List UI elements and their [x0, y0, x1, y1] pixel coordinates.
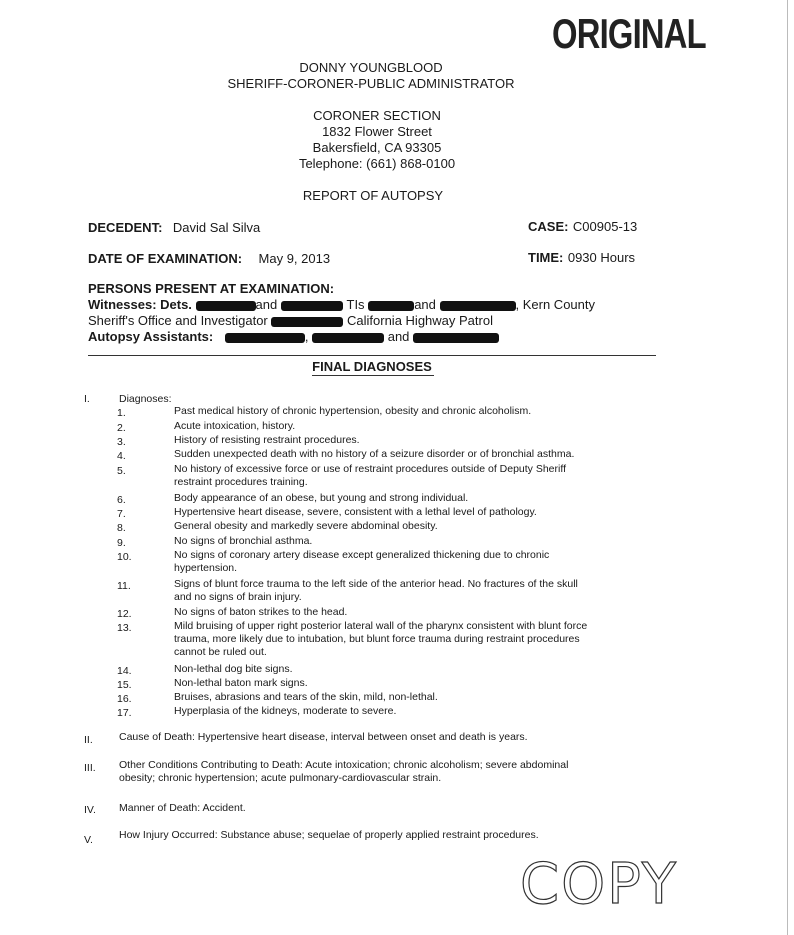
diagnosis-number: 5.	[117, 465, 126, 477]
investigator-label: Sheriff's Office and Investigator	[88, 313, 268, 328]
time-label: TIME:	[528, 250, 564, 265]
diagnosis-text: No signs of baton strikes to the head.	[174, 606, 348, 618]
diagnosis-text: Non-lethal baton mark signs.	[174, 677, 308, 689]
diagnosis-number: 1.	[117, 407, 126, 419]
sheriff-office: SHERIFF-CORONER-PUBLIC ADMINISTRATOR	[227, 76, 515, 91]
diagnosis-text: Past medical history of chronic hypertension, obesity and chronic alcoholism.	[174, 405, 532, 417]
case-number: C00905-13	[572, 219, 638, 234]
diagnosis-text: cannot be ruled out.	[174, 646, 267, 658]
diagnosis-text: Non-lethal dog bite signs.	[174, 663, 293, 675]
redaction	[413, 333, 499, 343]
other-conditions: Other Conditions Contributing to Death: Acute intoxication; chronic alcoholism; severe abdominal	[119, 759, 569, 771]
case-label: CASE:	[528, 219, 569, 234]
assistants-and: and	[387, 329, 410, 344]
assistants-comma: ,	[304, 329, 309, 344]
diagnosis-number: 9.	[117, 537, 126, 549]
other-conditions-2: obesity; chronic hypertension; acute pulmonary-cardiovascular strain.	[119, 772, 442, 784]
time-value: 0930 Hours	[567, 250, 636, 265]
witness-and: and	[255, 297, 278, 312]
decedent-value: David Sal Silva	[172, 220, 261, 235]
diagnosis-number: 16.	[117, 693, 132, 705]
redaction	[368, 301, 414, 311]
sheriff-office-line	[88, 313, 493, 328]
diagnosis-number: 6.	[117, 494, 126, 506]
coroner-section: CORONER SECTION	[313, 108, 441, 123]
diagnosis-number: 10.	[117, 551, 132, 563]
assistants-label: Autopsy Assistants:	[88, 329, 214, 344]
redaction	[225, 333, 305, 343]
telephone: Telephone: (661) 868-0100	[298, 156, 456, 171]
diagnosis-number: 11.	[117, 580, 131, 592]
copy-stamp: COPY	[520, 852, 678, 917]
diagnosis-number: 15.	[117, 679, 132, 691]
report-title: REPORT OF AUTOPSY	[302, 188, 444, 203]
cause-of-death: Cause of Death: Hypertensive heart disease, interval between onset and death is years.	[119, 731, 528, 743]
diagnosis-text: restraint procedures training.	[174, 476, 308, 488]
final-diagnoses-underline	[312, 375, 434, 376]
witness-line	[88, 297, 595, 313]
diagnosis-number: 13.	[117, 622, 132, 634]
diagnosis-text: Acute intoxication, history.	[174, 420, 296, 432]
diagnosis-text: Bruises, abrasions and tears of the skin, mild, non-lethal.	[174, 691, 438, 703]
witness-and-2: and	[414, 297, 436, 312]
diagnosis-text: Hypertensive heart disease, severe, consistent with a lethal level of pathology.	[174, 506, 537, 518]
redaction	[271, 317, 343, 327]
diagnosis-number: 17.	[117, 707, 132, 719]
cause-roman: II.	[84, 734, 93, 746]
diagnosis-number: 7.	[117, 508, 126, 520]
how-roman: V.	[84, 834, 93, 846]
redaction	[440, 301, 516, 311]
how-injury-occurred: How Injury Occurred: Substance abuse; sequelae of properly applied restraint procedures.	[119, 829, 539, 841]
diagnosis-text: Body appearance of an obese, but young and strong individual.	[174, 492, 469, 504]
diagnosis-number: 3.	[117, 436, 126, 448]
manner-roman: IV.	[84, 804, 96, 816]
diagnosis-text: No history of excessive force or use of restraint procedures outside of Deputy Sheriff	[174, 463, 566, 475]
diagnosis-text: Hyperplasia of the kidneys, moderate to severe.	[174, 705, 397, 717]
kern-county: , Kern County	[515, 297, 596, 312]
diagnosis-text: Mild bruising of upper right posterior lateral wall of the pharynx consistent with blunt force	[174, 620, 588, 632]
redaction	[196, 301, 256, 311]
witness-label: Witnesses: Dets.	[88, 297, 192, 312]
date-value: May 9, 2013	[258, 251, 331, 266]
section-divider	[88, 355, 656, 356]
diag-label: Diagnoses:	[119, 393, 172, 405]
time-row	[528, 249, 635, 267]
diagnosis-text: and no signs of brain injury.	[174, 591, 302, 603]
diagnosis-text: No signs of coronary artery disease except generalized thickening due to chronic	[174, 549, 550, 561]
diagnosis-text: General obesity and markedly severe abdominal obesity.	[174, 520, 438, 532]
witness-tis: TIs	[346, 297, 365, 312]
diagnosis-text: No signs of bronchial asthma.	[174, 535, 313, 547]
address-city: Bakersfield, CA 93305	[312, 140, 442, 155]
original-stamp: ORIGINAL	[552, 10, 706, 57]
diagnosis-text: Sudden unexpected death with no history of a seizure disorder or of bronchial asthma.	[174, 448, 575, 460]
diag-roman: I.	[84, 393, 90, 405]
other-roman: III.	[84, 762, 96, 774]
page-edge	[787, 0, 788, 935]
diagnosis-text: Signs of blunt force trauma to the left side of the anterior head. No fractures of the skull	[174, 578, 578, 590]
final-diagnoses-title: FINAL DIAGNOSES	[312, 359, 432, 374]
address-street: 1832 Flower Street	[322, 124, 432, 139]
diagnosis-number: 14.	[117, 665, 132, 677]
exam-date-row	[88, 250, 330, 268]
diagnosis-text: hypertension.	[174, 562, 238, 574]
decedent-label: DECEDENT:	[88, 220, 163, 235]
diagnosis-number: 4.	[117, 450, 126, 462]
assistants-line	[88, 329, 499, 345]
diagnosis-number: 8.	[117, 522, 126, 534]
diagnosis-text: History of resisting restraint procedures.	[174, 434, 360, 446]
date-label: DATE OF EXAMINATION:	[88, 251, 243, 266]
redaction	[312, 333, 384, 343]
diagnosis-text: trauma, more likely due to intubation, but blunt force trauma during restraint procedures	[174, 633, 580, 645]
persons-heading: PERSONS PRESENT AT EXAMINATION:	[88, 281, 335, 296]
decedent-row	[88, 219, 260, 237]
chp-label: California Highway Patrol	[347, 313, 493, 328]
case-row	[528, 218, 637, 236]
diagnosis-number: 12.	[117, 608, 132, 620]
manner-of-death: Manner of Death: Accident.	[119, 802, 246, 814]
diagnosis-number: 2.	[117, 422, 126, 434]
redaction	[281, 301, 343, 311]
sheriff-name: DONNY YOUNGBLOOD	[299, 60, 443, 75]
